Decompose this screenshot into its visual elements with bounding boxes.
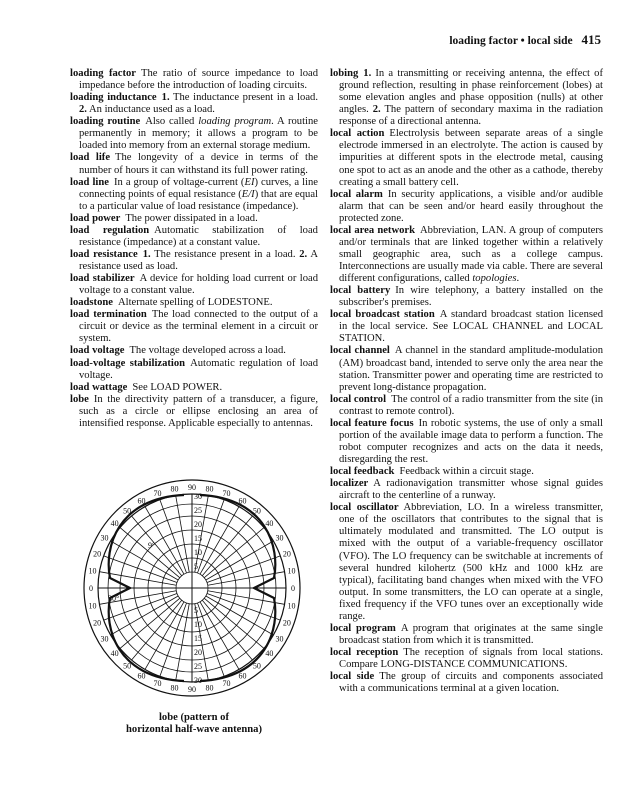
entry-definition: 1. bbox=[142, 248, 151, 260]
entry-definition: The reception of signals from local stations. Compare LONG-DISTANCE COMMUNICATIONS. bbox=[339, 647, 604, 671]
entry-definition: A program that originates at the same single broadcast station from which it is transmitted. bbox=[339, 622, 603, 646]
header-title: loading factor • local side bbox=[449, 35, 573, 47]
entry-definition: ) curves, a line connecting points of equal resistance ( bbox=[79, 176, 319, 200]
running-header bbox=[449, 32, 601, 48]
dictionary-entry bbox=[70, 345, 318, 357]
entry-definition: A device for holding load current or load voltage to a constant value. bbox=[79, 273, 318, 297]
entry-definition: The voltage developed across a load. bbox=[129, 345, 286, 357]
entry-term: loading factor bbox=[70, 68, 136, 79]
angle-label: 10 bbox=[287, 566, 296, 576]
entry-term: load stabilizer bbox=[70, 273, 135, 285]
entry-definition: . bbox=[516, 273, 520, 285]
entry-term: local alarm bbox=[330, 188, 383, 200]
scale-label: 5 bbox=[194, 606, 198, 615]
scale-label: 25 bbox=[194, 662, 202, 671]
scale-label: 30 bbox=[194, 676, 202, 685]
angle-label: 80 bbox=[205, 683, 214, 693]
entry-term: local reception bbox=[330, 647, 399, 658]
entry-definition: A resistance used as load. bbox=[79, 248, 318, 272]
dictionary-entry bbox=[70, 68, 318, 92]
entry-definition: topologies bbox=[472, 273, 517, 285]
dictionary-entry bbox=[70, 177, 318, 213]
angle-label: 30 bbox=[100, 634, 109, 644]
entry-definition: See LOAD POWER. bbox=[132, 381, 223, 393]
left-column bbox=[70, 68, 318, 430]
annotation-9-degrees: 9° bbox=[148, 541, 156, 550]
angle-label: 60 bbox=[137, 496, 146, 506]
angle-label: 20 bbox=[93, 549, 102, 559]
entry-term: load termination bbox=[70, 309, 147, 321]
caption-line-2: horizontal half-wave antenna) bbox=[126, 724, 262, 735]
dictionary-entry bbox=[70, 394, 318, 430]
entry-definition: A channel in the standard amplitude-modulation (AM) broadcast band, intended to serve only the area near the station. Transmitter power and operating time are restricted to prevent long-distance propagation. bbox=[339, 345, 604, 393]
angle-label: 70 bbox=[153, 678, 162, 688]
entry-term: local area network bbox=[330, 224, 416, 236]
entry-term: load resistance bbox=[70, 248, 138, 260]
entry-definition: . A routine permanently in memory; it allows a program to be loaded into memory from an external storage medium. bbox=[79, 116, 318, 152]
angle-label: 20 bbox=[282, 618, 291, 628]
angle-label: 40 bbox=[265, 519, 274, 529]
entry-term: lobe bbox=[70, 393, 89, 405]
entry-definition: The load connected to the output of a circuit or device as the terminal element in a circuit or system. bbox=[79, 309, 318, 345]
angle-label: 10 bbox=[88, 566, 97, 576]
dictionary-entry bbox=[70, 382, 318, 394]
entry-term: load wattage bbox=[70, 381, 128, 393]
entry-definition: The ratio of source impedance to load impedance before the introduction of loading circuits. bbox=[79, 68, 319, 92]
caption-line-1: lobe (pattern of bbox=[158, 712, 230, 723]
entry-definition: 1. bbox=[161, 92, 170, 104]
angle-label: 20 bbox=[93, 618, 102, 628]
entry-definition: In wire telephony, a battery installed on the subscriber's premises. bbox=[339, 285, 603, 309]
entry-term: local program bbox=[330, 622, 396, 634]
angle-label: 80 bbox=[170, 484, 179, 494]
dictionary-entry bbox=[70, 152, 318, 176]
dictionary-entry bbox=[330, 128, 603, 188]
entry-definition: 2. bbox=[372, 104, 381, 116]
entry-term: local oscillator bbox=[330, 502, 399, 514]
dictionary-entry bbox=[70, 92, 318, 116]
dictionary-entry bbox=[330, 345, 603, 393]
entry-term: local feature focus bbox=[330, 417, 414, 429]
scale-label: 5 bbox=[194, 562, 198, 571]
entry-term: local feedback bbox=[330, 466, 395, 478]
angle-label: 40 bbox=[110, 648, 119, 658]
entry-term: load life bbox=[70, 152, 111, 164]
angle-label: 60 bbox=[238, 671, 247, 681]
angle-label: 70 bbox=[222, 678, 231, 688]
entry-definition: The control of a radio transmitter from the site (in contrast to remote control). bbox=[339, 393, 604, 417]
dictionary-entry bbox=[330, 285, 603, 309]
entry-term: local channel bbox=[330, 345, 390, 357]
entry-definition: Abbreviation, LO. In a wireless transmitter, one of the oscillators that contributes to the signal that is ultimately modulated and transmitted. The LO output is mixed with the output of a variable-frequency oscillator (VFO). The LO frequency can be switchable at increments of several hundred kilohertz (500 kHz and 1000 kHz are typical), facilitating band changes when mixed with the VFO output. In some transmitters, the LO can operate at a single, fixed frequency if the VFO tunes over an exceptionally wide range. bbox=[339, 502, 604, 622]
entry-term: load power bbox=[70, 212, 121, 224]
entry-term: loading routine bbox=[70, 116, 141, 128]
entry-definition: A radionavigation transmitter whose signal guides aircraft to the centerline of a runway. bbox=[339, 478, 603, 502]
angle-label: 0 bbox=[89, 584, 93, 593]
entry-definition: In security applications, a visible and/or audible alarm that can be seen and/or heard easily throughout the protected zone. bbox=[339, 188, 603, 224]
angle-label: 10 bbox=[88, 601, 97, 611]
entry-term: load-voltage stabilization bbox=[70, 357, 186, 369]
angle-label: 50 bbox=[123, 506, 132, 516]
entry-definition: The inductance present in a load. bbox=[169, 92, 318, 104]
entry-term: local side bbox=[330, 671, 375, 683]
dictionary-entry bbox=[330, 225, 603, 285]
entry-term: lobing bbox=[330, 68, 359, 79]
angle-label: 50 bbox=[123, 661, 132, 671]
entry-definition: Also called bbox=[145, 116, 199, 128]
entry-definition: Abbreviation, LAN. A group of computers and/or terminals that are linked together within a relatively small geographic area, such as a college campus. Interconnections are usually made via cable. There are several different configurations, called bbox=[339, 224, 604, 285]
entry-term: load voltage bbox=[70, 345, 125, 357]
entry-definition: An inductance used as a load. bbox=[86, 104, 215, 116]
right-column bbox=[330, 68, 603, 695]
scale-label: 10 bbox=[194, 548, 202, 557]
entry-definition: In robotic systems, the use of only a small portion of the available image data to perform a function. The robot computer recognizes and acts on the data it needs, disregarding the rest. bbox=[339, 417, 603, 465]
dictionary-entry bbox=[330, 671, 603, 695]
dictionary-entry bbox=[330, 478, 603, 502]
entry-definition: The longevity of a device in terms of the number of hours it can withstand its full power rating. bbox=[79, 152, 319, 176]
entry-definition: A standard broadcast station licensed in the local service. See LOCAL CHANNEL and LOCAL STATION. bbox=[339, 309, 603, 345]
entry-definition: ) that are equal to a particular value of load resistance (impedance). bbox=[79, 188, 318, 212]
dictionary-entry bbox=[330, 647, 603, 671]
scale-label: 25 bbox=[194, 506, 202, 515]
page-number: 415 bbox=[581, 32, 601, 47]
entry-term: load regulation bbox=[70, 224, 150, 236]
entry-term: load line bbox=[70, 176, 109, 188]
entry-definition: Automatic stabilization of load resistance (impedance) at a constant value. bbox=[79, 224, 318, 248]
dictionary-entry bbox=[70, 358, 318, 382]
entry-definition: Feedback within a circuit stage. bbox=[399, 466, 534, 478]
entry-definition: E/I bbox=[241, 188, 255, 200]
dictionary-entry bbox=[70, 297, 318, 309]
dictionary-entry bbox=[330, 623, 603, 647]
entry-definition: loading program bbox=[198, 116, 272, 128]
angle-label: 80 bbox=[170, 683, 179, 693]
dictionary-entry bbox=[70, 249, 318, 273]
entry-definition: In a transmitting or receiving antenna, the effect of ground reflection, resulting in phase reinforcement (lobes) at some elevation angles and phase opposition (nulls) at other angles. bbox=[339, 68, 603, 116]
entry-term: local battery bbox=[330, 285, 391, 297]
dictionary-entry bbox=[70, 309, 318, 345]
angle-label: 40 bbox=[110, 519, 119, 529]
entry-definition: Electrolysis between separate areas of a single electrode immersed in an electrolyte. The action is caused by impurities at different spots in the electrode metal, causing one spot to act as an anode and the other as a cathode, thereby creating a small battery cell. bbox=[339, 128, 603, 188]
angle-label: 90 bbox=[188, 483, 196, 492]
scale-label: 15 bbox=[194, 534, 202, 543]
entry-definition: The resistance present in a load. bbox=[150, 248, 300, 260]
dictionary-entry bbox=[330, 189, 603, 225]
entry-definition: In the directivity pattern of a transducer, a figure, such as a circle or ellipse enclosing an area of intensified response. Applicable especially to antennas. bbox=[79, 393, 318, 429]
entry-term: local broadcast station bbox=[330, 309, 435, 321]
angle-label: 30 bbox=[100, 533, 109, 543]
angle-label: 30 bbox=[275, 533, 284, 543]
angle-label: 90 bbox=[188, 685, 196, 694]
entry-definition: The power dissipated in a load. bbox=[125, 212, 258, 224]
dictionary-entry bbox=[330, 466, 603, 478]
scale-label: 30 bbox=[194, 492, 202, 501]
dictionary-entry bbox=[330, 68, 603, 128]
dictionary-entry bbox=[330, 418, 603, 466]
polar-diagram bbox=[70, 472, 318, 708]
angle-label: 50 bbox=[252, 661, 261, 671]
dictionary-entry bbox=[70, 273, 318, 297]
annotation-30-degrees: 30° bbox=[108, 594, 120, 603]
dictionary-entry bbox=[70, 225, 318, 249]
angle-label: 80 bbox=[205, 484, 214, 494]
dictionary-entry bbox=[70, 213, 318, 225]
entry-term: localizer bbox=[330, 478, 369, 490]
entry-definition: In a group of voltage-current ( bbox=[113, 176, 245, 188]
entry-definition: 2. bbox=[79, 104, 87, 116]
angle-label: 60 bbox=[238, 496, 247, 506]
entry-term: local control bbox=[330, 393, 387, 405]
lobe-figure bbox=[70, 472, 318, 708]
dictionary-entry bbox=[330, 394, 603, 418]
angle-label: 70 bbox=[222, 489, 231, 499]
dictionary-entry bbox=[330, 309, 603, 345]
entry-definition: EI bbox=[244, 176, 255, 188]
scale-label: 20 bbox=[194, 648, 202, 657]
dictionary-entry bbox=[70, 116, 318, 152]
entry-definition: The pattern of secondary maxima in the radiation response of a directional antenna. bbox=[339, 104, 603, 128]
angle-label: 0 bbox=[291, 584, 295, 593]
entry-definition: The group of circuits and components associated with a communications terminal at a given location. bbox=[339, 671, 603, 695]
angle-label: 60 bbox=[137, 671, 146, 681]
dictionary-entry bbox=[330, 502, 603, 623]
scale-label: 15 bbox=[194, 634, 202, 643]
entry-term: loading inductance bbox=[70, 92, 157, 104]
angle-label: 40 bbox=[265, 648, 274, 658]
scale-label: 10 bbox=[194, 620, 202, 629]
angle-label: 30 bbox=[275, 634, 284, 644]
angle-label: 20 bbox=[282, 549, 291, 559]
figure-caption bbox=[70, 712, 318, 736]
angle-label: 50 bbox=[252, 506, 261, 516]
entry-definition: Automatic regulation of load voltage. bbox=[79, 357, 319, 381]
entry-term: loadstone bbox=[70, 297, 113, 309]
entry-term: local action bbox=[330, 128, 385, 140]
entry-definition: Alternate spelling of LODESTONE. bbox=[117, 297, 273, 309]
angle-label: 10 bbox=[287, 601, 296, 611]
scale-label: 20 bbox=[194, 520, 202, 529]
entry-definition: 2. bbox=[299, 248, 308, 260]
angle-label: 70 bbox=[153, 489, 162, 499]
entry-definition: 1. bbox=[363, 68, 372, 79]
